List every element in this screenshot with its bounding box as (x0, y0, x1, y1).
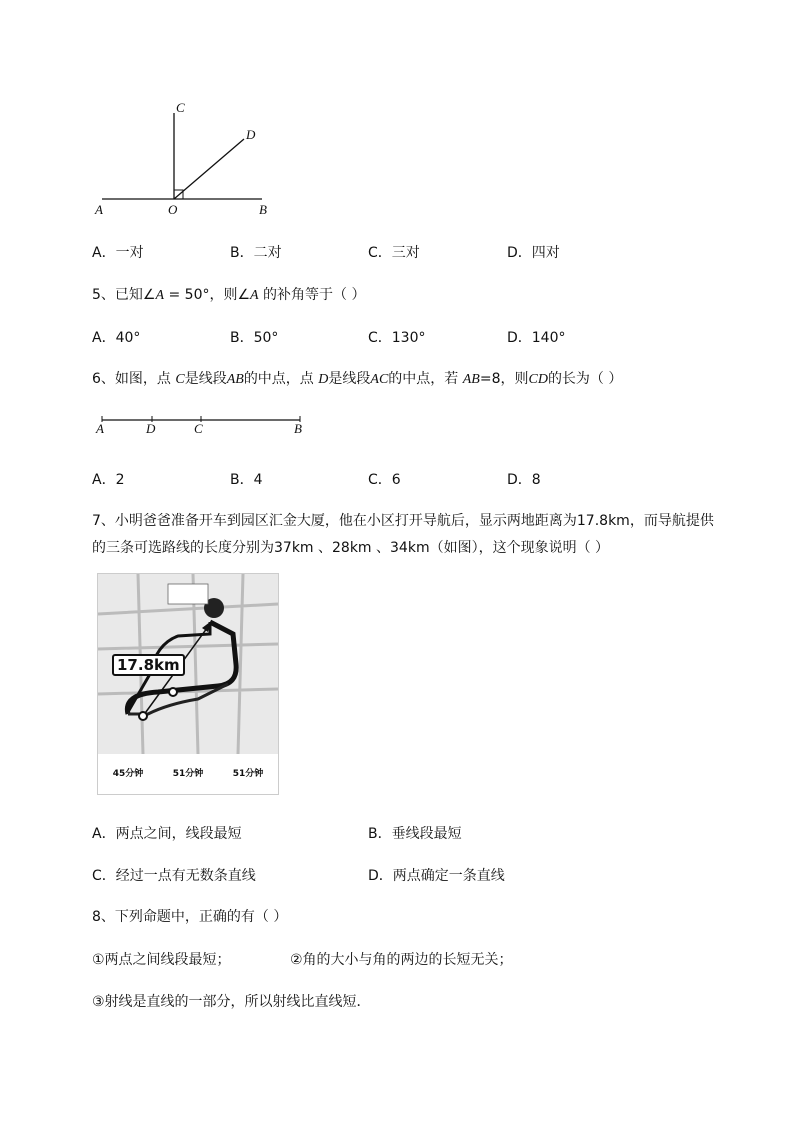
point-label-d: D (246, 127, 256, 142)
q6-text-4: 是线段 (328, 371, 371, 387)
q7-option-c: C．经过一点有无数条直线 (92, 868, 256, 884)
q4-option-d: D．四对 (507, 245, 560, 261)
q4-option-a: A．一对 (92, 245, 144, 261)
q6-option-c: C．6 (368, 472, 401, 488)
seg-label-d: D (146, 421, 156, 436)
q5-var-a-2: A (250, 288, 259, 303)
q7-option-b: B．垂线段最短 (368, 826, 462, 842)
q7-option-d: D．两点确定一条直线 (368, 868, 505, 884)
point-label-o: O (168, 202, 178, 217)
q5-option-b: B．50° (230, 330, 279, 346)
point-label-b: B (259, 202, 267, 217)
q4-option-b: B．二对 (230, 245, 282, 261)
q6-option-b: B．4 (230, 472, 263, 488)
q5-option-c: C．130° (368, 330, 426, 346)
q5-option-a: A．40° (92, 330, 141, 346)
q5-text-2: = 50°，则∠ (164, 287, 251, 303)
q6-var-d: D (318, 372, 329, 387)
route-2-time: 51分钟 (172, 768, 204, 779)
segment-figure-lines (0, 410, 794, 440)
angle-figure-lines (0, 0, 794, 230)
q6-var-cd: CD (528, 372, 548, 387)
q6-text-5: 的中点，若 (388, 371, 463, 387)
route-option-2 (173, 769, 204, 780)
seg-label-a: A (96, 421, 104, 436)
q5-stem (92, 284, 366, 304)
point-label-a: A (95, 202, 103, 217)
q5-text-1: 5、已知∠ (92, 287, 156, 303)
q7-stem-line-1: 7、小明爸爸准备开车到园区汇金大厦，他在小区打开导航后，显示两地距离为17.8km，而导航提供 (92, 513, 714, 529)
q8-statement-2: ②角的大小与角的两边的长短无关； (290, 952, 513, 968)
segment-figure (0, 410, 794, 440)
q6-text-3: 的中点，点 (243, 371, 319, 387)
angle-figure (0, 0, 794, 230)
map-distance-label: 17.8km (112, 654, 185, 676)
route-option-3 (233, 769, 264, 780)
q6-var-ac: AC (370, 372, 389, 387)
q6-option-a: A．2 (92, 472, 125, 488)
q6-option-d: D．8 (507, 472, 541, 488)
q8-stem: 8、下列命题中，正确的有（ ） (92, 909, 288, 925)
q5-text-3: 的补角等于（ ） (258, 287, 366, 303)
q6-text-1: 6、如图，点 (92, 371, 176, 387)
q6-var-ab-2: AB (462, 372, 480, 387)
navigation-map-image (97, 573, 279, 795)
point-label-c: C (176, 100, 185, 115)
route-3-time: 51分钟 (232, 768, 264, 779)
q4-option-c: C．三对 (368, 245, 420, 261)
seg-label-c: C (194, 421, 203, 436)
q7-stem-line-2: 的三条可选路线的长度分别为37km 、28km 、34km（如图），这个现象说明（ ） (92, 540, 610, 556)
route-option-1 (113, 769, 144, 780)
q6-stem (92, 368, 622, 388)
map-route-footer (98, 754, 278, 794)
q5-option-d: D．140° (507, 330, 566, 346)
q8-statement-1: ①两点之间线段最短； (92, 952, 231, 968)
q6-text-6: =8，则 (479, 371, 529, 387)
q8-statement-3: ③射线是直线的一部分，所以射线比直线短． (92, 994, 371, 1010)
q6-var-c: C (175, 372, 185, 387)
q6-text-7: 的长为（ ） (547, 371, 623, 387)
q6-var-ab: AB (226, 372, 244, 387)
q7-option-a: A．两点之间，线段最短 (92, 826, 242, 842)
q5-var-a: A (155, 288, 165, 303)
q6-text-2: 是线段 (184, 371, 227, 387)
seg-label-b: B (294, 421, 302, 436)
route-1-time: 45分钟 (112, 768, 144, 779)
